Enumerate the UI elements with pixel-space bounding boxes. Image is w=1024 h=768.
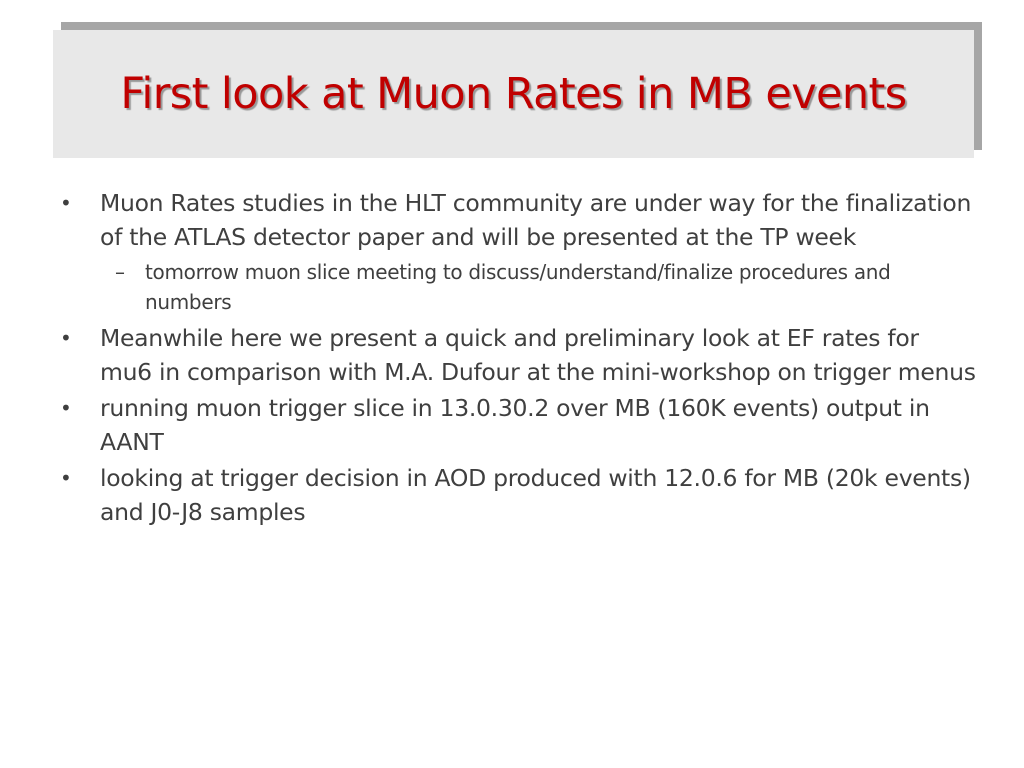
title-box [53,30,974,158]
bullet-icon: • [60,466,72,490]
bullet-item [56,461,976,529]
bullet-icon: • [60,326,72,350]
slide-title: First look at Muon Rates in MB events [120,69,907,119]
bullet-text: running muon trigger slice in 13.0.30.2 over MB (160K events) output in AANT [100,394,930,456]
bullet-icon: • [60,191,72,215]
slide-body [56,186,976,531]
bullet-icon: • [60,396,72,420]
bullet-item [56,321,976,389]
dash-icon: – [115,260,125,284]
bullet-item [56,391,976,459]
bullet-text: Muon Rates studies in the HLT community are under way for the finalization of the ATLAS detector paper and will be presented at the TP week [100,189,972,251]
sub-bullet-text: tomorrow muon slice meeting to discuss/understand/finalize procedures and numbers [145,260,891,314]
bullet-item [56,186,976,254]
bullet-text: looking at trigger decision in AOD produced with 12.0.6 for MB (20k events) and J0-J8 samples [100,464,971,526]
bullet-text: Meanwhile here we present a quick and preliminary look at EF rates for mu6 in comparison with M.A. Dufour at the mini-workshop on trigger menus [100,324,976,386]
sub-bullet-item [56,257,976,317]
